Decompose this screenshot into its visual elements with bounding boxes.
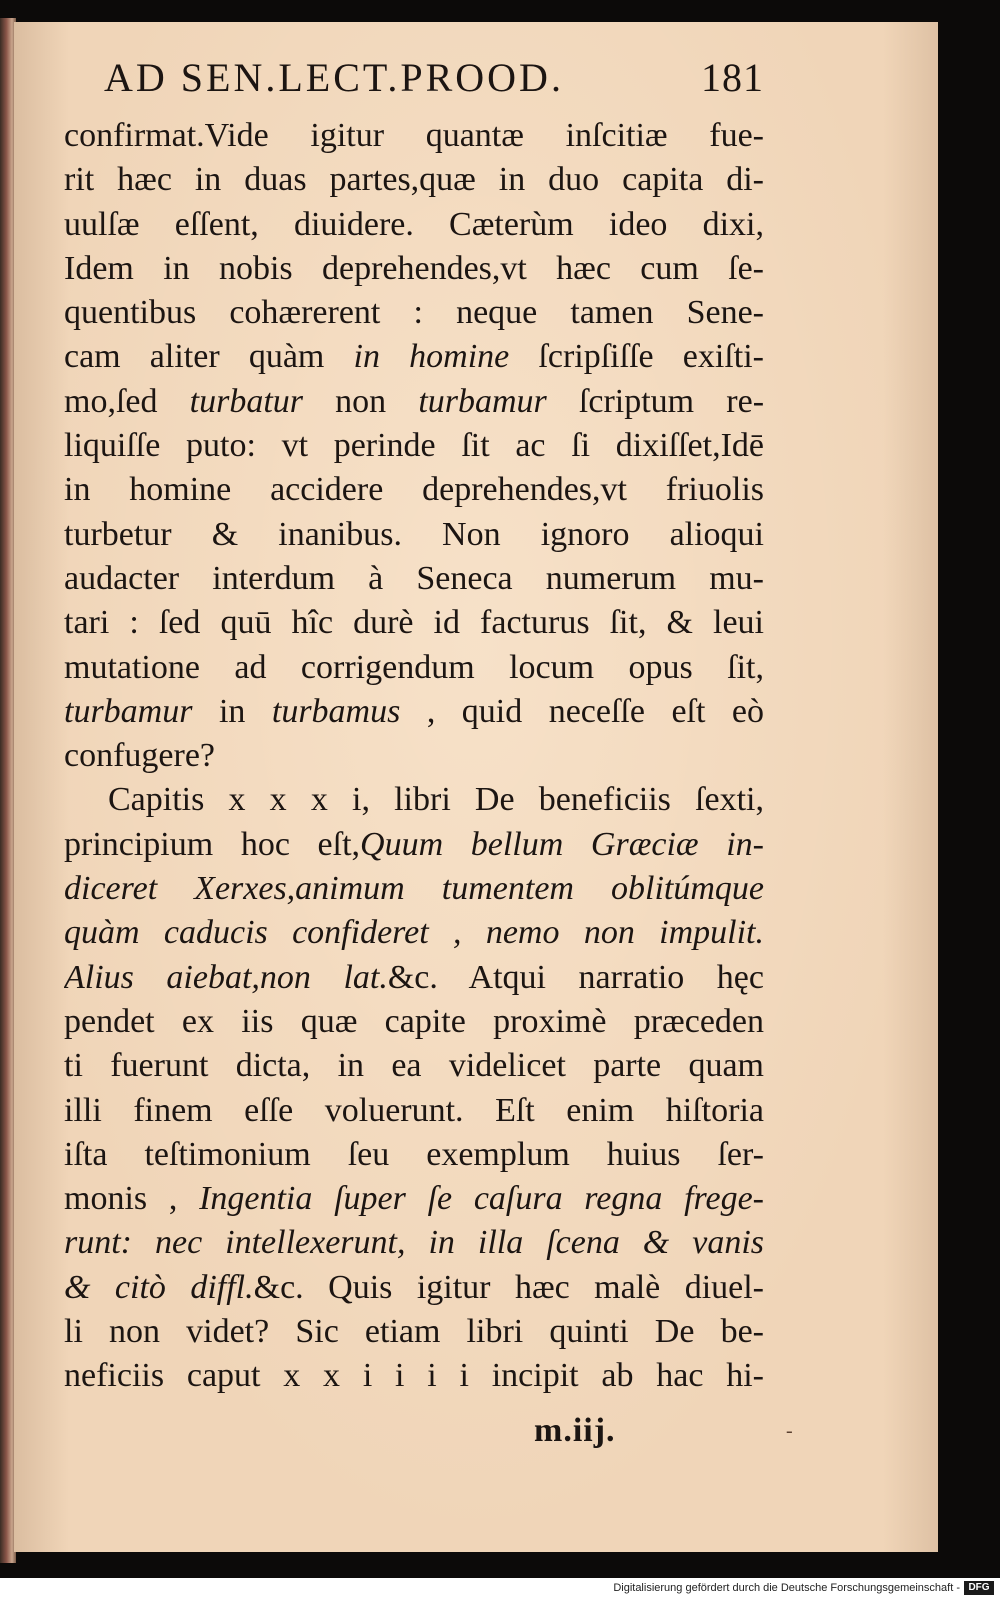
text-line: confugere? [64,737,216,775]
text-line: Idem in nobis deprehendes,vt hæc cum ſe- [64,249,764,287]
text-line: in homine accidere deprehendes,vt friuolis [64,471,764,509]
text-line: mo,ſed turbatur non turbamur ſcriptum re- [64,382,764,420]
text-line: tari : ſed quū hîc durè id facturus ſit, & leui [64,604,764,642]
text-line: principium hoc eſt,Quum bellum Græciæ in- [64,825,764,863]
text-line: turbamur in turbamus , quid neceſſe eſt eò [64,692,764,730]
signature-mark: m.iij. [534,1412,616,1449]
text-line: Alius aiebat,non lat.&c. Atqui narratio hęc [64,958,764,996]
text-line: mutatione ad corrigendum locum opus ſit, [64,648,764,686]
funding-credit: Digitalisierung gefördert durch die Deutsche Forschungsgemeinschaft - [613,1582,960,1594]
text-line: quentibus cohærerent : neque tamen Sene- [64,294,764,332]
text-line: pendet ex iis quæ capite proximè præceden [64,1002,764,1040]
text-line: diceret Xerxes,animum tumentem oblitúmque [64,870,764,908]
text-line: rit hæc in duas partes,quæ in duo capita di- [64,161,764,199]
page-header [104,54,764,114]
text-line: ti fuerunt dicta, in ea videlicet parte quam [64,1047,764,1085]
page-number: 181 [701,55,764,100]
text-line: turbetur & inanibus. Non ignoro alioqui [64,515,764,553]
running-title: AD SEN.LECT.PROOD. [104,55,564,100]
text-line: liquiſſe puto: vt perinde ſit ac ſi dixiſſet,Idē [64,427,764,465]
text-line: & citò diffl.&c. Quis igitur hæc malè diuel- [64,1268,764,1306]
text-line: runt: nec intellexerunt, in illa ſcena & vanis [64,1224,764,1262]
text-line: li non videt? Sic etiam libri quinti De be- [64,1313,764,1351]
digitization-footer [0,1578,1000,1599]
text-line: neficiis caput x x i i i i incipit ab hac hi- [64,1357,764,1395]
text-line: Capitis x x x i, libri De beneficiis ſexti, [108,781,764,819]
text-line: iſta teſtimonium ſeu exemplum huius ſer- [64,1135,764,1173]
page-text [64,114,764,1399]
text-line: monis , Ingentia ſuper ſe caſura regna frege- [64,1180,764,1218]
margin-dot: - [786,1420,793,1442]
text-line: quàm caducis confideret , nemo non impulit. [64,914,764,952]
text-line: confirmat.Vide igitur quantæ inſcitiæ fue- [64,117,764,154]
dfg-logo: DFG [964,1581,994,1595]
book-page [14,22,938,1552]
text-line: cam aliter quàm in homine ſcripſiſſe exiſti- [64,338,764,376]
text-line: audacter interdum à Seneca numerum mu- [64,559,764,597]
text-line: illi finem eſſe voluerunt. Eſt enim hiſtoria [64,1091,764,1129]
text-line: uulſæ eſſent, diuidere. Cæterùm ideo dixi, [64,205,764,243]
